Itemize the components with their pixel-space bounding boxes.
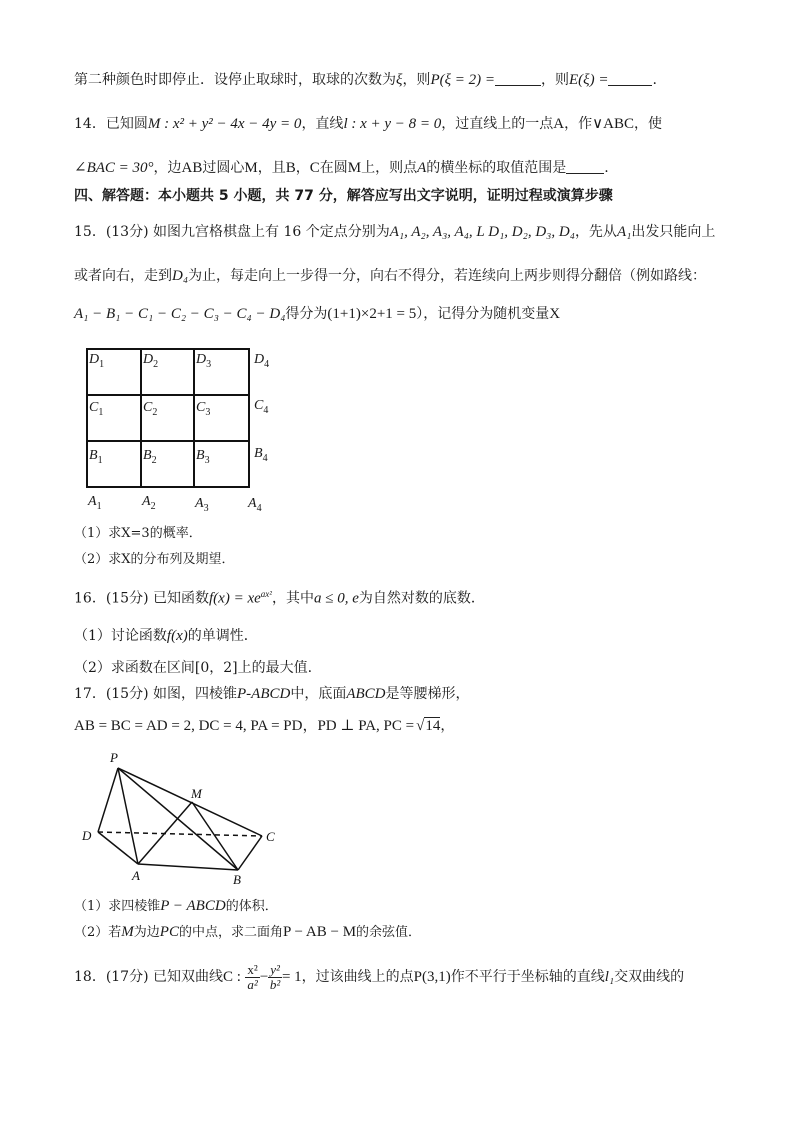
grid-label: $A_1$ [88,494,102,512]
function-expr: f(x) = xe [209,590,261,607]
q16-line1: 16．(15分) 已知函数$f(x) = xe^{ax^2}$，其中a ≤ 0, e为自然对数的底数． [74,589,485,607]
fraction-y: $\frac{\text{y²}}{\text{b²}}$ [269,961,281,992]
q16-sub2: （2）求函数在区间[0，2]上的最大值. [74,660,313,676]
q17-sub1: （1）求四棱锥P − ABCD的体积． [74,898,278,914]
edge-ab [138,864,238,870]
section-heading: 四、解答题：本小题共 5 小题，共 77 分，解答应写出文字说明，证明过程或演算步骤 [74,188,613,204]
vertex-label-b: B [233,872,241,887]
q16-sub1: （1）讨论函数f(x)的单调性． [74,628,258,644]
grid-label: $B_4$ [254,446,268,464]
vertex-label-c: C [266,829,275,844]
score-expr: (1+1)×2+1 = 5 [327,306,417,322]
expect-expr: E(ξ) = [569,72,609,88]
edge-bc [238,836,262,870]
grid-label: $D_4$ [254,352,270,370]
q14-line1: 14．已知圆M : x² + y² − 4x − 4y = 0，直线l : x + y − 8 = 0，过直线上的一点A，作∨ABC，使 [74,116,662,132]
grid-label: $B_3$ [196,448,210,466]
grid-label: $D_3$ [196,352,212,370]
grid-label: $D_1$ [89,352,105,370]
circle-equation: M : x² + y² − 4x − 4y = 0 [147,116,302,132]
q15-sub2: （2）求X的分布列及期望． [74,552,235,567]
vertex-label-m: M [191,786,202,801]
grid-outline [87,349,249,487]
grid-board-figure [0,0,200,170]
q17-sub2: （2）若M为边PC的中点，求二面角P − AB − M的余弦值． [74,924,422,940]
grid-label: $C_1$ [89,400,104,418]
points-list: A₁, A₂, A₃, A₄, L D₁, D₂, D₃, D₄ [389,224,575,240]
route-expr: A₁ − B₁ − C₁ − C₂ − C₃ − C₄ − D₄ [74,306,286,322]
q15-line2: 或者向右，走到D₄为止，每走向上一步得一分，向右不得分，若连续向上两步则得分翻倍（例如路线： [74,268,707,284]
q17-line2: AB = BC = AD = 2, DC = 4, PA = PD，PD ⊥ PA, PC = √14， [74,718,455,734]
q14-line2: ∠BAC = 30°，边AB过圆心M，且B，C在圆M上，则点A的横坐标的取值范围是 . [74,160,609,176]
grid-label: $A_3$ [195,496,209,514]
angle-expr: ∠BAC = 30° [74,160,154,176]
grid-label: $B_1$ [89,448,103,466]
grid-label: $D_2$ [143,352,159,370]
edge-pd [98,768,118,832]
vertex-label-d: D [82,828,92,843]
q18-line1: 18．(17分) 已知双曲线C : $\frac{\text{x²}}{\text{a²}}$ − $\frac{\text{y²}}{\text{b²}}$ = 1，过该曲线上的点P(3,1)作不平行于坐标轴的直线l₁交双曲线的 [74,961,685,992]
vertex-label-p: P [110,750,118,765]
grid-label: $C_4$ [254,398,269,416]
answer-blank[interactable] [608,71,652,86]
grid-label: $A_2$ [142,494,156,512]
q17-line1: 17．(15分) 如图，四棱锥P-ABCD中，底面ABCD是等腰梯形， [74,686,470,702]
vertex-label-a: A [132,868,140,883]
prob-expr: P(ξ = 2) = [430,72,496,88]
q15-sub1: （1）求X=3的概率． [74,526,202,541]
condition-expr: AB = BC = AD = 2, DC = 4, PA = PD，PD ⊥ PA, PC = [74,718,415,734]
grid-label: $C_3$ [196,400,211,418]
edge-pc [118,768,262,836]
answer-blank[interactable] [566,159,604,174]
line-equation: l : x + y − 8 = 0 [343,116,442,132]
q15-line3: A₁ − B₁ − C₁ − C₂ − C₃ − C₄ − D₄得分为(1+1)×2+1 = 5），记得分为随机变量X [74,306,561,322]
pyramid-figure [80,748,280,888]
answer-blank[interactable] [495,71,541,86]
grid-label: $C_2$ [143,400,158,418]
grid-label: $B_2$ [143,448,157,466]
grid-label: $A_4$ [248,496,262,514]
edge-dc-hidden [98,832,262,836]
q13-tail-line: 第二种颜色时即停止．设停止取球时，取球的次数为ξ，则P(ξ = 2) = ，则E(ξ) = . [74,72,657,88]
q15-line1: 15．(13分) 如图九宫格棋盘上有 16 个定点分别为A₁, A₂, A₃, A₄, L D₁, D₂, D₃, D₄，先从A₁出发只能向上 [74,224,716,240]
grid-board [86,348,251,490]
fraction-x: $\frac{\text{x²}}{\text{a²}}$ [247,961,258,992]
